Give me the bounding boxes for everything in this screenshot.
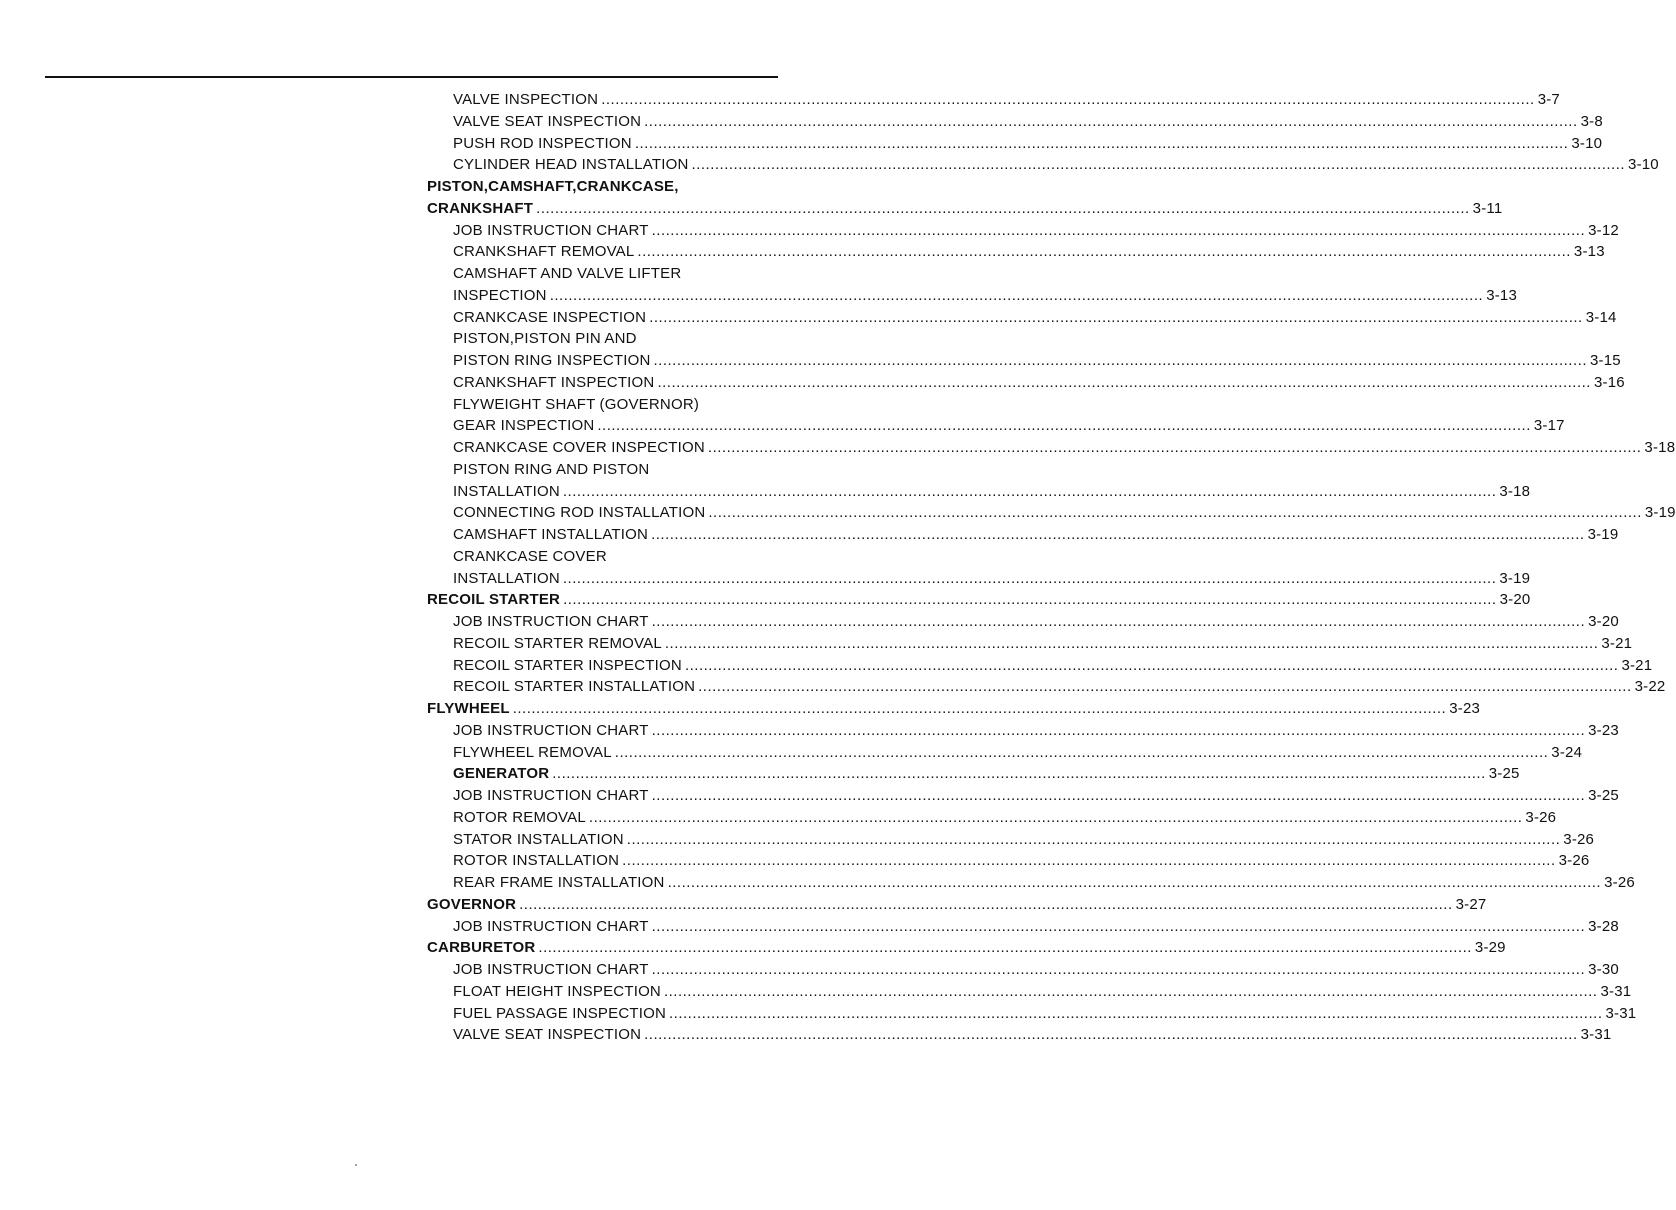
toc-entry	[453, 610, 1619, 631]
toc-entry-title: FLOAT HEIGHT INSPECTION	[453, 983, 661, 1000]
toc-dot-leader: ........................................................................................................................................................................................................	[601, 91, 1535, 108]
toc-dot-leader: ........................................................................................................................................................................................................	[657, 374, 1591, 391]
toc-entry	[453, 675, 1666, 696]
toc-entry-title: STATOR INSTALLATION	[453, 831, 624, 848]
toc-entry-title: VALVE INSPECTION	[453, 91, 599, 108]
toc-entry-title: PISTON RING INSPECTION	[453, 352, 651, 369]
toc-entry	[453, 501, 1676, 522]
toc-dot-leader: ........................................................................................................................................................................................................	[664, 635, 1599, 652]
toc-dot-leader: ........................................................................................................................................................................................................	[653, 352, 1587, 369]
toc-entry-title: JOB INSTRUCTION CHART	[453, 613, 649, 630]
toc-dot-leader: ........................................................................................................................................................................................................	[651, 526, 1585, 543]
toc-entry-title: GENERATOR	[453, 765, 550, 782]
toc-dot-leader: ........................................................................................................................................................................................................	[684, 657, 1619, 674]
toc-entry-title: FLYWEIGHT SHAFT (GOVERNOR)	[453, 396, 700, 413]
toc-entry-title: PISTON RING AND PISTON	[453, 461, 650, 478]
toc-entry	[453, 371, 1625, 392]
toc-dot-leader: ........................................................................................................................................................................................................	[519, 896, 1453, 913]
toc-dot-leader: ........................................................................................................................................................................................................	[588, 809, 1523, 826]
toc-page-number: 3-26	[1558, 852, 1590, 869]
toc-dot-leader: ........................................................................................................................................................................................................	[562, 483, 1497, 500]
toc-entry	[453, 480, 1531, 501]
toc-entry-title: CONNECTING ROD INSTALLATION	[453, 504, 706, 521]
toc-entry	[453, 306, 1617, 327]
toc-entry-title: CAMSHAFT INSTALLATION	[453, 526, 649, 543]
toc-entry	[453, 719, 1619, 740]
toc-dot-leader: ........................................................................................................................................................................................................	[663, 983, 1598, 1000]
toc-entry-title: CRANKCASE COVER	[453, 548, 607, 565]
toc-dot-leader: ........................................................................................................................................................................................................	[622, 852, 1556, 869]
toc-page-number: 3-15	[1589, 352, 1621, 369]
toc-entry	[453, 414, 1565, 435]
toc-entry-title: PISTON,CAMSHAFT,CRANKCASE,	[427, 178, 679, 195]
toc-page-number: 3-20	[1588, 613, 1619, 630]
toc-entry-title: VALVE SEAT INSPECTION	[453, 1026, 642, 1043]
toc-entry	[453, 762, 1520, 783]
toc-entry	[453, 436, 1676, 457]
toc-section-entry	[427, 893, 1487, 914]
toc-page-number: 3-25	[1488, 765, 1520, 782]
toc-page-number: 3-26	[1525, 809, 1557, 826]
toc-page-number: 3-28	[1588, 918, 1619, 935]
toc-entry	[453, 88, 1560, 109]
toc-entry-title: CYLINDER HEAD INSTALLATION	[453, 156, 689, 173]
toc-entry-title: CRANKSHAFT INSPECTION	[453, 374, 655, 391]
toc-entry	[453, 871, 1635, 892]
toc-page-number: 3-18	[1644, 439, 1676, 456]
toc-page-number: 3-19	[1644, 504, 1676, 521]
toc-entry	[453, 262, 773, 283]
toc-entry	[453, 219, 1619, 240]
toc-entry-title: GEAR INSPECTION	[453, 417, 595, 434]
toc-entry-title: RECOIL STARTER	[427, 591, 561, 608]
toc-dot-leader: ........................................................................................................................................................................................................	[668, 1005, 1603, 1022]
toc-page-number: 3-21	[1621, 657, 1653, 674]
toc-entry	[453, 545, 773, 566]
toc-section-entry	[427, 175, 773, 196]
toc-entry-title: JOB INSTRUCTION CHART	[453, 961, 649, 978]
toc-entry	[453, 284, 1518, 305]
toc-entry-title: PUSH ROD INSPECTION	[453, 135, 632, 152]
toc-entry-title: JOB INSTRUCTION CHART	[453, 222, 649, 239]
toc-page-number: 3-26	[1563, 831, 1595, 848]
toc-page-number: 3-24	[1551, 744, 1583, 761]
toc-entry-title: CRANKSHAFT	[427, 200, 534, 217]
toc-page-number: 3-26	[1604, 874, 1635, 891]
toc-page-number: 3-23	[1449, 700, 1481, 717]
toc-dot-leader: ........................................................................................................................................................................................................	[651, 722, 1586, 739]
toc-entry-title: FUEL PASSAGE INSPECTION	[453, 1005, 666, 1022]
toc-entry-title: FLYWHEEL	[427, 700, 510, 717]
toc-page-number: 3-17	[1533, 417, 1565, 434]
toc-dot-leader: ........................................................................................................................................................................................................	[552, 765, 1486, 782]
toc-entry	[453, 132, 1603, 153]
toc-entry	[453, 849, 1590, 870]
toc-entry	[453, 741, 1583, 762]
toc-dot-leader: ........................................................................................................................................................................................................	[549, 287, 1484, 304]
toc-dot-leader: ........................................................................................................................................................................................................	[651, 787, 1586, 804]
toc-dot-leader: ........................................................................................................................................................................................................	[597, 417, 1531, 434]
toc-entry	[453, 393, 773, 414]
toc-page-number: 3-29	[1474, 939, 1506, 956]
toc-entry	[453, 1002, 1637, 1023]
toc-section-entry	[427, 588, 1531, 609]
toc-page-number: 3-11	[1472, 200, 1503, 217]
toc-entry	[453, 632, 1633, 653]
toc-entry-title: FLYWHEEL REMOVAL	[453, 744, 612, 761]
toc-page-number: 3-19	[1587, 526, 1619, 543]
toc-entry	[453, 349, 1621, 370]
toc-page-number: 3-8	[1580, 113, 1603, 130]
toc-entry-title: INSTALLATION	[453, 570, 560, 587]
toc-entry-title: CARBURETOR	[427, 939, 536, 956]
toc-page-number: 3-22	[1634, 678, 1666, 695]
toc-dot-leader: ........................................................................................................................................................................................................	[651, 613, 1586, 630]
toc-page-number: 3-20	[1499, 591, 1531, 608]
toc-entry	[453, 153, 1659, 174]
toc-dot-leader: ........................................................................................................................................................................................................	[644, 113, 1578, 130]
toc-entry-title: CRANKSHAFT REMOVAL	[453, 243, 635, 260]
toc-entry-title: REAR FRAME INSTALLATION	[453, 874, 665, 891]
toc-page-number: 3-27	[1455, 896, 1487, 913]
toc-page-number: 3-10	[1571, 135, 1603, 152]
toc-dot-leader: ........................................................................................................................................................................................................	[667, 874, 1602, 891]
toc-section-entry	[427, 197, 1503, 218]
toc-dot-leader: ........................................................................................................................................................................................................	[562, 570, 1497, 587]
toc-dot-leader: ........................................................................................................................................................................................................	[649, 309, 1583, 326]
toc-entry-title: VALVE SEAT INSPECTION	[453, 113, 642, 130]
toc-entry	[453, 806, 1557, 827]
toc-entry-title: JOB INSTRUCTION CHART	[453, 918, 649, 935]
toc-entry	[453, 523, 1619, 544]
toc-page-number: 3-13	[1573, 243, 1605, 260]
toc-entry-title: CRANKCASE COVER INSPECTION	[453, 439, 705, 456]
toc-entry-title: CRANKCASE INSPECTION	[453, 309, 647, 326]
toc-page-number: 3-31	[1605, 1005, 1637, 1022]
toc-section-entry	[427, 697, 1481, 718]
toc-dot-leader: ........................................................................................................................................................................................................	[626, 831, 1561, 848]
toc-entry-title: ROTOR REMOVAL	[453, 809, 586, 826]
toc-dot-leader: ........................................................................................................................................................................................................	[651, 961, 1586, 978]
toc-page-number: 3-14	[1585, 309, 1617, 326]
toc-page-number: 3-7	[1537, 91, 1560, 108]
toc-entry-title: RECOIL STARTER REMOVAL	[453, 635, 662, 652]
toc-page-number: 3-31	[1600, 983, 1632, 1000]
toc-dot-leader: ........................................................................................................................................................................................................	[634, 135, 1569, 152]
toc-entry	[453, 110, 1603, 131]
toc-dot-leader: ........................................................................................................................................................................................................	[637, 243, 1571, 260]
toc-entry	[453, 240, 1605, 261]
toc-dot-leader: ........................................................................................................................................................................................................	[614, 744, 1549, 761]
toc-entry	[453, 1023, 1612, 1044]
toc-section-entry	[427, 936, 1506, 957]
toc-entry-title: JOB INSTRUCTION CHART	[453, 787, 649, 804]
toc-entry	[453, 458, 773, 479]
toc-dot-leader: ........................................................................................................................................................................................................	[651, 918, 1586, 935]
toc-entry	[453, 980, 1632, 1001]
toc-dot-leader: ........................................................................................................................................................................................................	[651, 222, 1586, 239]
toc-page-number: 3-25	[1588, 787, 1619, 804]
toc-page-number: 3-31	[1580, 1026, 1612, 1043]
toc-dot-leader: ........................................................................................................................................................................................................	[538, 939, 1472, 956]
toc-page-number: 3-18	[1499, 483, 1531, 500]
toc-dot-leader: ........................................................................................................................................................................................................	[563, 591, 1497, 608]
toc-entry	[453, 958, 1619, 979]
toc-entry-title: RECOIL STARTER INSTALLATION	[453, 678, 696, 695]
toc-dot-leader: ........................................................................................................................................................................................................	[644, 1026, 1578, 1043]
toc-entry-title: RECOIL STARTER INSPECTION	[453, 657, 682, 674]
toc-dot-leader: ........................................................................................................................................................................................................	[536, 200, 1470, 217]
toc-page-number: 3-13	[1486, 287, 1518, 304]
toc-page-number: 3-16	[1593, 374, 1625, 391]
toc-dot-leader: ........................................................................................................................................................................................................	[512, 700, 1447, 717]
toc-entry-title: GOVERNOR	[427, 896, 517, 913]
toc-page-number: 3-10	[1628, 156, 1659, 173]
toc-page-number: 3-21	[1601, 635, 1633, 652]
page-mark	[355, 1164, 357, 1166]
toc-page-number: 3-12	[1588, 222, 1619, 239]
toc-page-number: 3-30	[1588, 961, 1619, 978]
toc-page-number: 3-23	[1588, 722, 1619, 739]
toc-entry-title: JOB INSTRUCTION CHART	[453, 722, 649, 739]
toc-entry	[453, 784, 1619, 805]
toc-entry-title: CAMSHAFT AND VALVE LIFTER	[453, 265, 682, 282]
toc-entry-title: ROTOR INSTALLATION	[453, 852, 620, 869]
toc-page-number: 3-19	[1499, 570, 1531, 587]
toc-entry	[453, 654, 1653, 675]
toc-entry-title: INSPECTION	[453, 287, 547, 304]
toc-entry-title: INSTALLATION	[453, 483, 560, 500]
toc-entry	[453, 828, 1595, 849]
toc-dot-leader: ........................................................................................................................................................................................................	[691, 156, 1626, 173]
toc-entry	[453, 327, 773, 348]
toc-entry	[453, 915, 1619, 936]
toc-dot-leader: ........................................................................................................................................................................................................	[708, 504, 1642, 521]
toc-entry-title: PISTON,PISTON PIN AND	[453, 330, 637, 347]
toc-entry	[453, 567, 1531, 588]
toc-dot-leader: ........................................................................................................................................................................................................	[698, 678, 1632, 695]
toc-dot-leader: ........................................................................................................................................................................................................	[707, 439, 1642, 456]
